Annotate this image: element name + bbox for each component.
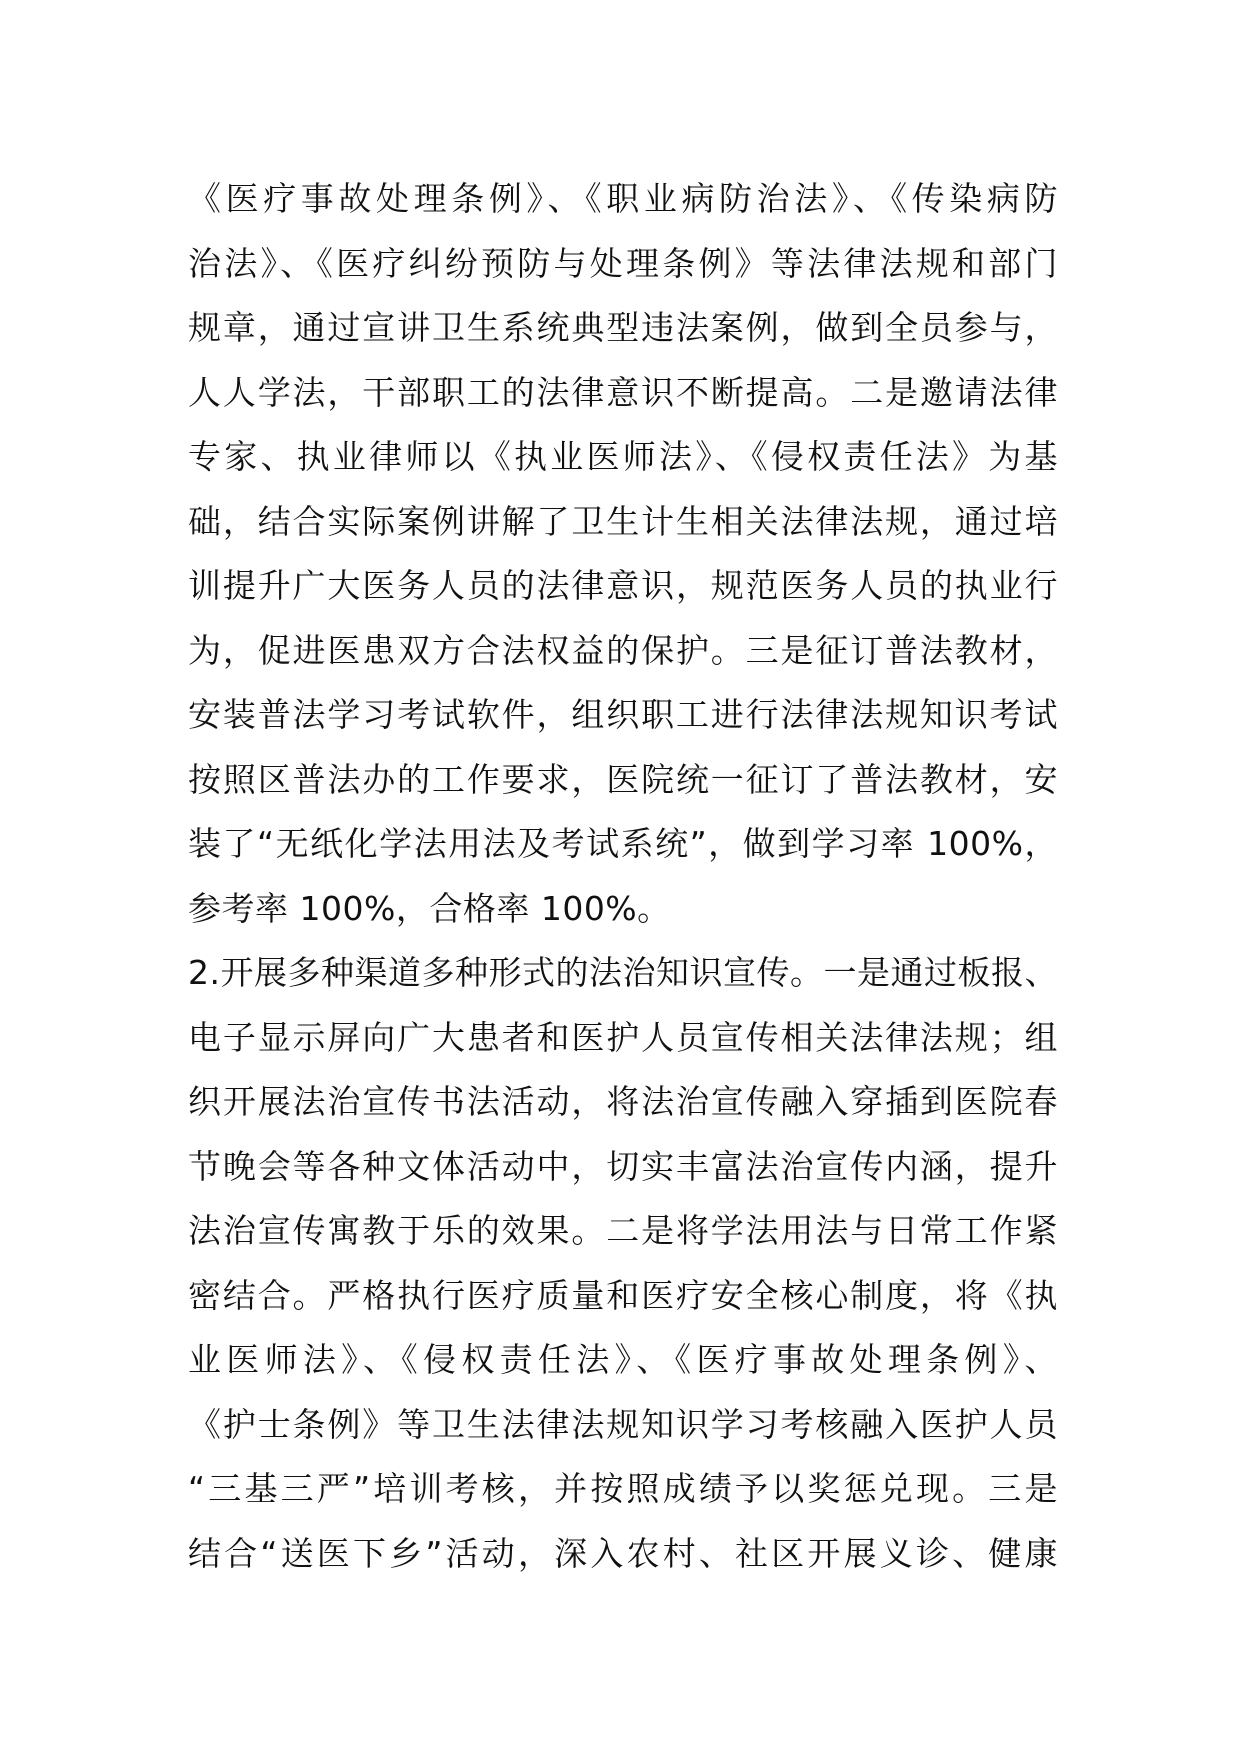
text-line: 安装普法学习考试软件，组织职工进行法律法规知识考试: [188, 695, 1058, 734]
text-line: 装了“无纸化学法用法及考试系统”，做到学习率 100%，: [188, 824, 1058, 863]
text-line: 节晚会等各种文体活动中，切实丰富法治宣传内涵，提升: [188, 1146, 1058, 1186]
text-line: 《护士条例》等卫生法律法规知识学习考核融入医护人员: [188, 1404, 1058, 1444]
text-line: 治法》、《医疗纠纷预防与处理条例》等法律法规和部门: [188, 243, 1058, 283]
text-line: 规章，通过宣讲卫生系统典型违法案例，做到全员参与，: [188, 308, 1058, 347]
text-line: 密结合。严格执行医疗质量和医疗安全核心制度，将《执: [188, 1275, 1058, 1315]
text-line: 《医疗事故处理条例》、《职业病防治法》、《传染病防: [188, 179, 1058, 218]
text-line: 业医师法》、《侵权责任法》、《医疗事故处理条例》、: [188, 1340, 1058, 1379]
text-line: 训提升广大医务人员的法律意识，规范医务人员的执业行: [188, 566, 1058, 605]
text-line: 人人学法，干部职工的法律意识不断提高。二是邀请法律: [188, 372, 1058, 412]
text-line: 为，促进医患双方合法权益的保护。三是征订普法教材，: [188, 630, 1058, 670]
paragraph-end-line: 参考率 100%，合格率 100%。: [188, 888, 671, 928]
text-line: 础，结合实际案例讲解了卫生计生相关法律法规，通过培: [188, 501, 1058, 541]
text-line: 专家、执业律师以《执业医师法》、《侵权责任法》为基: [188, 437, 1058, 476]
numbered-paragraph-start-line: 2.开展多种渠道多种形式的法治知识宣传。一是通过板报、: [188, 953, 1058, 992]
text-line: “三基三严”培训考核，并按照成绩予以奖惩兑现。三是: [188, 1469, 1058, 1508]
text-line: 电子显示屏向广大患者和医护人员宣传相关法律法规；组: [188, 1017, 1058, 1057]
text-line: 织开展法治宣传书法活动，将法治宣传融入穿插到医院春: [188, 1082, 1058, 1121]
text-line: 按照区普法办的工作要求，医院统一征订了普法教材，安: [188, 759, 1058, 799]
document-body: [188, 167, 1058, 1586]
text-line: 结合“送医下乡”活动，深入农村、社区开展义诊、健康: [188, 1533, 1058, 1573]
text-line: 法治宣传寓教于乐的效果。二是将学法用法与日常工作紧: [188, 1211, 1058, 1250]
